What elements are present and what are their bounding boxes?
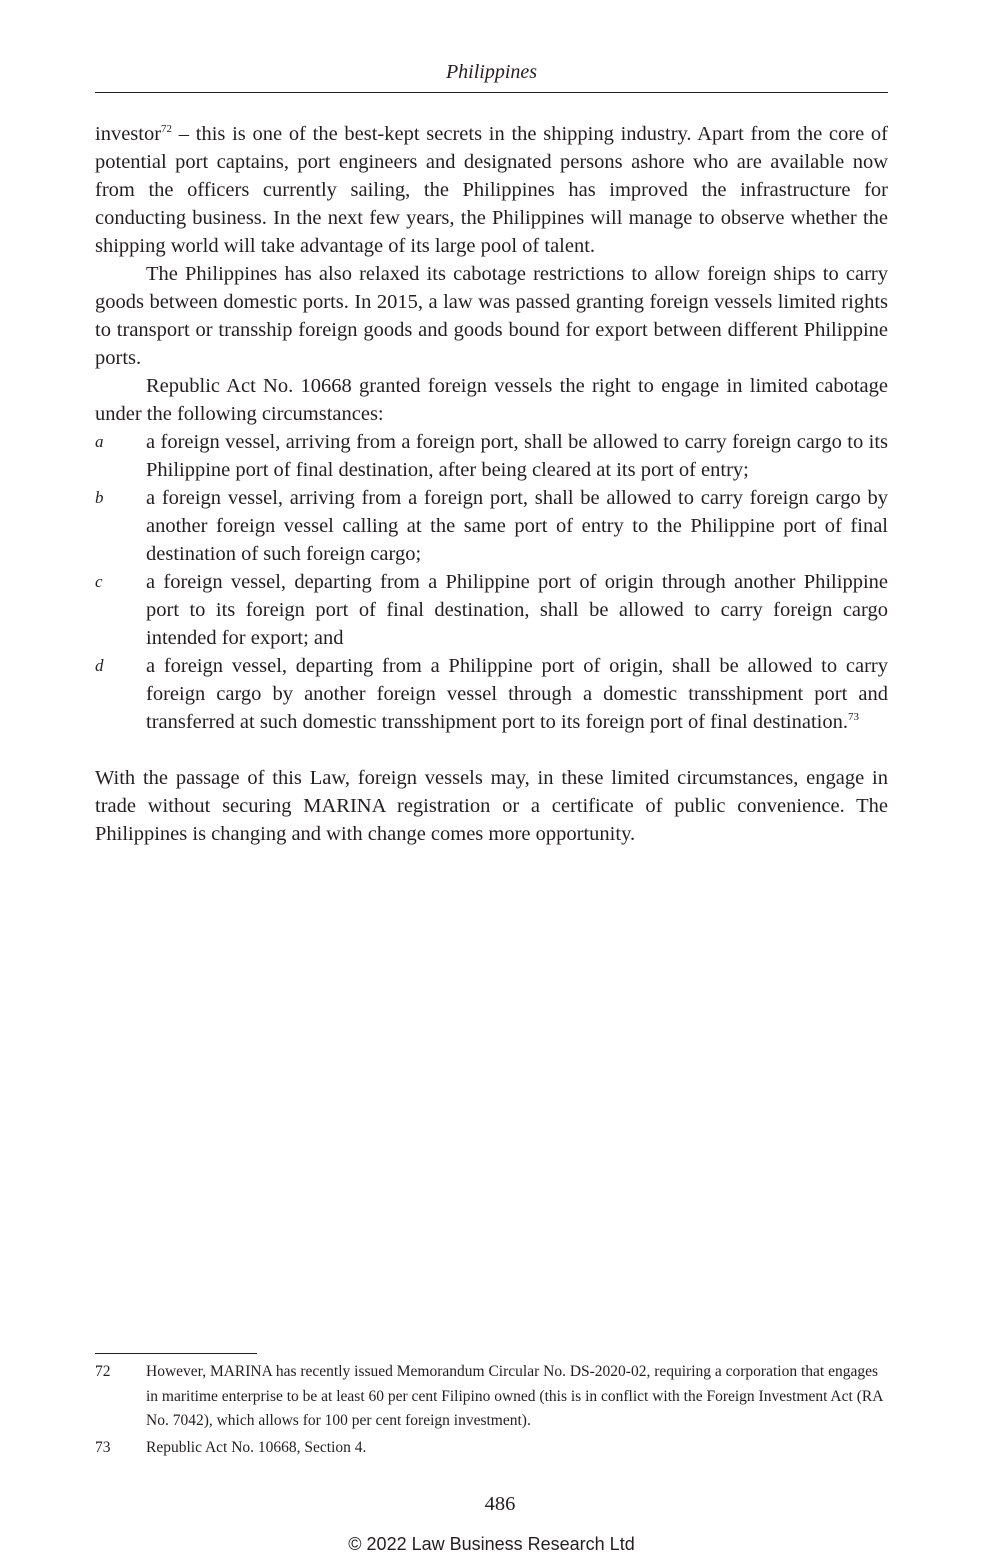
footnote-separator	[95, 1353, 257, 1354]
running-header: Philippines	[95, 58, 888, 93]
list-item-text: a foreign vessel, arriving from a foreign port, shall be allowed to carry foreign cargo by another foreign vessel calling at the same port of entry to the Philippine port of final destination of such foreign cargo;	[146, 487, 888, 565]
footnote-ref-73[interactable]: 73	[847, 711, 859, 724]
footnotes	[95, 1360, 885, 1462]
list-item-text	[146, 652, 888, 736]
footnote-ref-72[interactable]: 72	[161, 123, 173, 136]
paragraph-2: The Philippines has also relaxed its cabotage restrictions to allow foreign ships to carry goods between domestic ports. In 2015, a law was passed granting foreign vessels limited rights to transport or transship foreign goods and goods bound for export between different Philippine ports.	[95, 263, 888, 369]
page-number: 486	[484, 1493, 516, 1515]
paragraph-4: With the passage of this Law, foreign vessels may, in these limited circumstances, engage in trade without securing MARINA registration or a certificate of public convenience. The Philippines is changing and with change comes more opportunity.	[95, 767, 888, 845]
list-marker: a	[95, 432, 104, 451]
paragraph-1-rest: – this is one of the best-kept secrets in the shipping industry. Apart from the core of potential port captains, port engineers and designated persons ashore who are available now from the officers currently sailing, the Philippines has improved the infrastructure for conducting business. In the next few years, the Philippines will manage to observe whether the shipping world will take advantage of its large pool of talent.	[95, 123, 888, 257]
list-marker: b	[95, 488, 104, 507]
footnote-number: 72	[95, 1363, 111, 1380]
footnote-number: 73	[95, 1438, 111, 1456]
footnote-73	[95, 1436, 885, 1461]
paragraph-1-start: investor	[95, 123, 162, 145]
list-marker: d	[95, 656, 104, 675]
list-item-c	[95, 568, 888, 652]
list-item-b	[95, 484, 888, 568]
paragraph-3: Republic Act No. 10668 granted foreign vessels the right to engage in limited cabotage under the following circumstances:	[95, 375, 888, 425]
list-item-a	[95, 428, 888, 484]
footnote-72	[95, 1360, 885, 1434]
list-item-text: a foreign vessel, arriving from a foreign port, shall be allowed to carry foreign cargo to its Philippine port of final destination, after being cleared at its port of entry;	[146, 431, 888, 481]
list-marker: c	[95, 572, 103, 591]
body-text	[95, 120, 888, 848]
paragraph-1	[95, 120, 888, 260]
cabotage-circumstances-list	[95, 428, 888, 736]
footnote-text: However, MARINA has recently issued Memorandum Circular No. DS-2020-02, requiring a corporation that engages in maritime enterprise to be at least 60 per cent Filipino owned (this is in conflict with the Foreign Investment Act (RA No. 7042), which allows for 100 per cent foreign investment).	[146, 1363, 883, 1429]
list-item-d	[95, 652, 888, 736]
footnote-text: Republic Act No. 10668, Section 4.	[146, 1438, 367, 1456]
copyright-notice: © 2022 Law Business Research Ltd	[348, 1534, 635, 1554]
list-item-d-text: a foreign vessel, departing from a Philippine port of origin, shall be allowed to carry foreign cargo by another foreign vessel through a domestic transshipment port and transferred at such domestic transshipment port to its foreign port of final destination.	[146, 655, 888, 733]
list-item-text: a foreign vessel, departing from a Philippine port of origin through another Philippine port to its foreign port of final destination, shall be allowed to carry foreign cargo intended for export; and	[146, 571, 888, 649]
